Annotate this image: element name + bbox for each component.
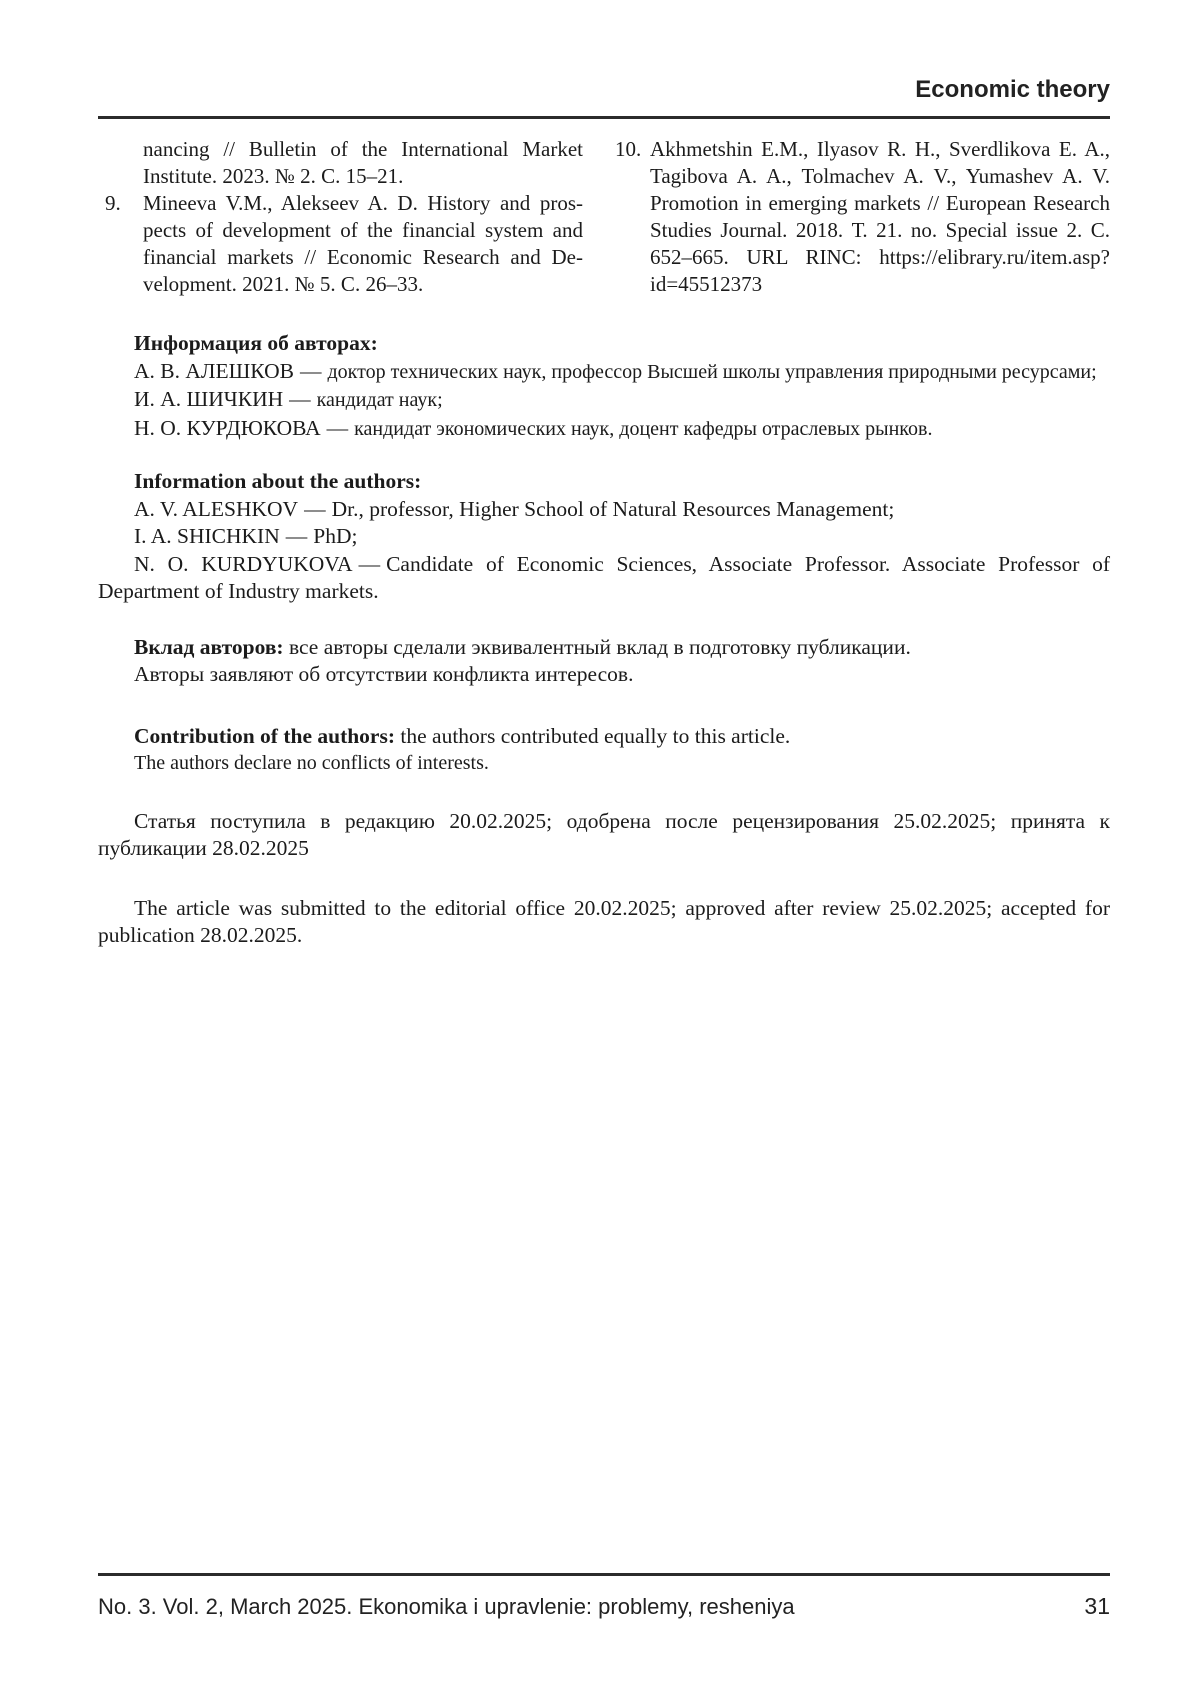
footer-row <box>98 1593 1110 1620</box>
reference-text: Akhmetshin E.M., Ilyasov R. H., Sverdlikova E. A., Tagibova A. A., Tolmachev A. V., Yumashev A. V. Promotion in emerging markets // European Research Studies Journal. 2018. Т. 21. no. Special issue 2. С. 652–665. URL RINC: https://​elibrary.ru/item.asp?id=45512373 <box>650 137 1110 296</box>
author-description: кандидат экономических наук, доцент кафедры отраслевых рынков. <box>354 417 933 440</box>
footer-rule <box>98 1573 1110 1576</box>
reference-item-10 <box>615 136 1110 298</box>
contribution-ru-label: Вклад авторов: <box>134 634 284 659</box>
running-head-section-title: Economic theory <box>915 76 1110 103</box>
author-entry-ru-2 <box>98 386 1110 415</box>
author-description: PhD; <box>313 524 358 548</box>
authors-info-ru-title: Информация об авторах: <box>134 331 378 355</box>
submission-dates-ru-text: Статья поступила в редакцию 20.02.2025; одобрена после рецензирования 25.02.2025; принята к публикации 28.02.2025 <box>98 808 1110 860</box>
author-description: кандидат наук; <box>316 389 443 411</box>
authors-info-ru-section <box>98 330 1110 443</box>
em-dash: — <box>289 387 311 411</box>
author-name: И. А. ШИЧКИН <box>134 387 284 411</box>
author-description: Dr., professor, Higher School of Natural Resources Management; <box>331 496 895 521</box>
author-name: A. V. ALESHKOV <box>134 496 299 521</box>
contribution-en-section <box>98 723 1110 778</box>
author-entry-en-1 <box>98 496 1110 524</box>
author-name: I. A. SHICHKIN <box>134 524 280 548</box>
page-footer <box>98 1573 1110 1620</box>
author-entry-ru-1 <box>98 358 1110 387</box>
reference-list <box>98 136 1110 298</box>
em-dash: — <box>299 358 322 383</box>
contribution-ru-section <box>98 634 1110 689</box>
journal-issue-line: No. 3. Vol. 2, March 2025. Ekonomika i upravlenie: problemy, resheniya <box>98 1594 795 1619</box>
em-dash: — <box>285 524 308 548</box>
contribution-en-statement <box>98 723 1110 751</box>
author-entry-en-3 <box>98 551 1110 606</box>
reference-number: 9. <box>105 191 121 215</box>
contribution-en-label: Contribution of the authors: <box>134 723 396 748</box>
author-entry-en-2 <box>98 523 1110 551</box>
submission-dates-ru <box>98 808 1110 863</box>
reference-number: 10. <box>615 137 642 161</box>
authors-info-en-section <box>98 468 1110 606</box>
conflict-ru-statement: Авторы заявляют об отсутствии конфликта интересов. <box>134 662 634 686</box>
page-number: 31 <box>1084 1593 1110 1619</box>
reference-item-9 <box>98 190 583 298</box>
author-entry-ru-3 <box>98 415 1110 444</box>
contribution-en-text: the authors contributed equally to this article. <box>395 723 791 748</box>
header-rule <box>98 116 1110 119</box>
reference-item-8-continuation <box>98 136 583 190</box>
submission-dates-en <box>98 895 1110 950</box>
author-name: Н. О. КУРДЮКОВА <box>134 415 321 440</box>
em-dash: — <box>326 415 349 440</box>
author-description: доктор технических наук, профессор Высшей школы управления природными ресурсами; <box>327 360 1097 383</box>
submission-dates-en-text: The article was submitted to the editorial office 20.02.2025; approved after review 25.02.2025; accepted for publication 28.02.2025. <box>98 895 1110 947</box>
reference-text: nancing // Bulletin of the International Market Institute. 2023. № 2. С. 15–21. <box>143 137 583 188</box>
contribution-ru-statement <box>98 634 1110 662</box>
em-dash: — <box>358 551 381 576</box>
author-description: Candidate of Economic Sciences, Associate Professor. Associate Professor of Department of Industry markets. <box>98 551 1110 603</box>
authors-info-en-title: Information about the authors: <box>134 469 422 493</box>
reference-text: Mineeva V.M., Alekseev A. D. History and prospects of development of the financial system and financial markets // Economic Research and Development. 2021. № 5. С. 26–33. <box>143 191 583 296</box>
author-name: А. В. АЛЕШКОВ <box>134 358 294 383</box>
author-name: N. O. KURDYUKOVA <box>134 551 353 576</box>
em-dash: — <box>304 496 326 521</box>
conflict-en-statement: The authors declare no conflicts of interests. <box>134 752 489 774</box>
reference-column-right <box>615 136 1110 298</box>
contribution-ru-text: все авторы сделали эквивалентный вклад в подготовку публикации. <box>283 634 911 659</box>
reference-column-left <box>98 136 583 298</box>
